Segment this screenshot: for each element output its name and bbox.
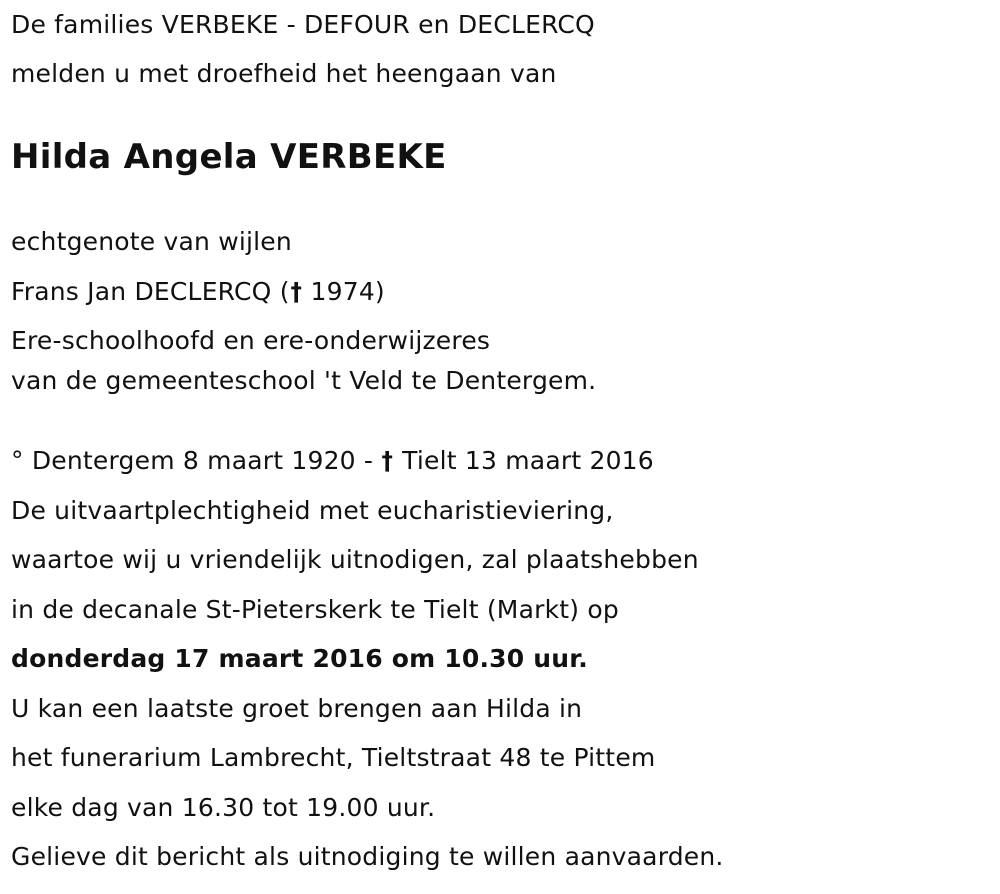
- funeral-line-3: in de decanale St-Pieterskerk te Tielt (Markt) op: [11, 595, 619, 624]
- life-dates: [11, 446, 654, 476]
- cross-icon: †: [290, 277, 302, 306]
- death-info: Tielt 13 maart 2016: [394, 446, 654, 475]
- spouse-name: Frans Jan DECLERCQ (: [11, 277, 290, 306]
- closing-request: Gelieve dit bericht als uitnodiging te willen aanvaarden.: [11, 842, 724, 871]
- cross-icon: †: [381, 446, 394, 475]
- intro-announcement: melden u met droefheid het heengaan van: [11, 59, 557, 88]
- funeral-datetime: donderdag 17 maart 2016 om 10.30 uur.: [11, 644, 588, 673]
- spouse-name-line: [11, 277, 385, 307]
- profession-line-1: Ere-schoolhoofd en ere-onderwijzeres: [11, 326, 491, 355]
- profession-line-2: van de gemeenteschool 't Veld te Dentergem.: [11, 366, 597, 395]
- birth-info: ° Dentergem 8 maart 1920 -: [11, 446, 382, 475]
- intro-families: De families VERBEKE - DEFOUR en DECLERCQ: [11, 10, 595, 39]
- visitation-line-3: elke dag van 16.30 tot 19.00 uur.: [11, 793, 436, 822]
- spouse-relation: echtgenote van wijlen: [11, 227, 292, 256]
- deceased-name: Hilda Angela VERBEKE: [11, 137, 447, 177]
- funeral-line-2: waartoe wij u vriendelijk uitnodigen, zal plaatshebben: [11, 545, 699, 574]
- visitation-line-1: U kan een laatste groet brengen aan Hilda in: [11, 694, 583, 723]
- visitation-line-2: het funerarium Lambrecht, Tieltstraat 48 te Pittem: [11, 743, 656, 772]
- funeral-line-1: De uitvaartplechtigheid met eucharistieviering,: [11, 496, 614, 525]
- spouse-death-year: 1974): [302, 277, 385, 306]
